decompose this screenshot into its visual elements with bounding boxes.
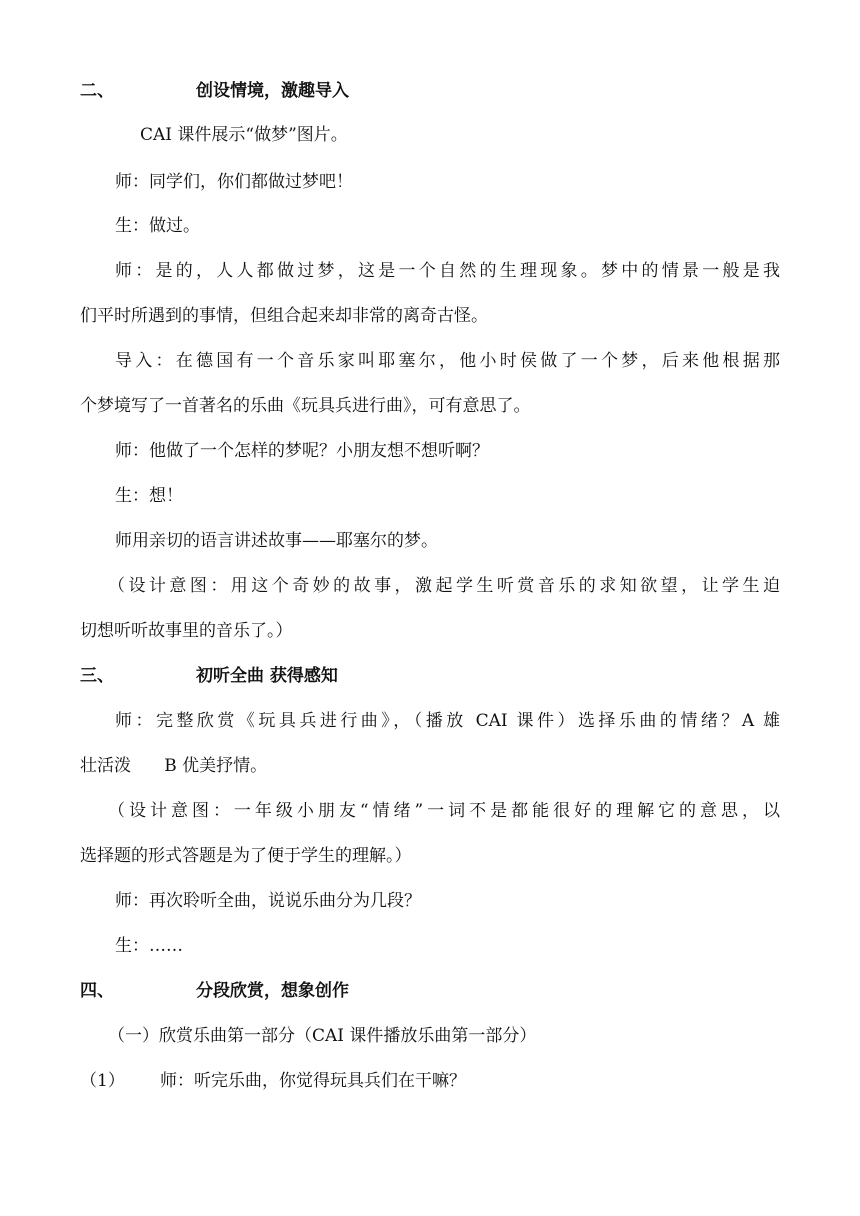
paragraph-line: 切想听听故事里的音乐了。） bbox=[80, 621, 293, 641]
paragraph-line: 导入：在德国有一个音乐家叫耶塞尔，他小时侯做了一个梦，后来他根据那 bbox=[115, 351, 780, 371]
section-heading-3 bbox=[80, 664, 480, 688]
paragraph-line: 师：再次聆听全曲，说说乐曲分为几段？ bbox=[115, 891, 421, 911]
paragraph-line: （设计意图：一年级小朋友“情绪”一词不是都能很好的理解它的意思，以 bbox=[108, 801, 780, 821]
list-item bbox=[80, 1069, 580, 1093]
section-title: 创设情境，激趣导入 bbox=[196, 81, 349, 101]
section-title: 初听全曲 获得感知 bbox=[196, 666, 338, 686]
paragraph-line: 师用亲切的语言讲述故事——耶塞尔的梦。 bbox=[115, 531, 438, 551]
paragraph-line: 们平时所遇到的事情，但组合起来却非常的离奇古怪。 bbox=[80, 306, 488, 326]
section-number: 三、 bbox=[80, 666, 114, 686]
list-item-label: （1） bbox=[80, 1071, 125, 1091]
list-item-text: 师：听完乐曲，你觉得玩具兵们在干嘛？ bbox=[160, 1071, 466, 1091]
section-number: 二、 bbox=[80, 81, 114, 101]
paragraph-line: 生：想！ bbox=[115, 486, 183, 506]
paragraph-line: 生：做过。 bbox=[115, 216, 200, 236]
paragraph-line: （一）欣赏乐曲第一部分（CAI 课件播放乐曲第一部分） bbox=[108, 1026, 537, 1046]
paragraph-line: CAI 课件展示“做梦”图片。 bbox=[140, 125, 348, 145]
section-heading-4 bbox=[80, 979, 480, 1003]
paragraph-line: 选择题的形式答题是为了便于学生的理解。） bbox=[80, 846, 412, 866]
paragraph-line: 师：同学们，你们都做过梦吧！ bbox=[115, 172, 353, 192]
section-heading-2 bbox=[80, 79, 480, 103]
paragraph-line: 师：完整欣赏《玩具兵进行曲》，（播放 CAI 课件）选择乐曲的情绪？A 雄 bbox=[115, 711, 780, 731]
paragraph-line: 生：…… bbox=[115, 936, 183, 956]
paragraph-line: 壮活泼 B 优美抒情。 bbox=[80, 756, 268, 776]
section-number: 四、 bbox=[80, 981, 114, 1001]
paragraph-line: （设计意图：用这个奇妙的故事，激起学生听赏音乐的求知欲望，让学生迫 bbox=[108, 576, 780, 596]
paragraph-line: 师：是的，人人都做过梦，这是一个自然的生理现象。梦中的情景一般是我 bbox=[115, 261, 780, 281]
paragraph-line: 师：他做了一个怎样的梦呢？小朋友想不想听啊？ bbox=[115, 441, 489, 461]
paragraph-line: 个梦境写了一首著名的乐曲《玩具兵进行曲》，可有意思了。 bbox=[80, 396, 531, 416]
section-title: 分段欣赏，想象创作 bbox=[196, 981, 349, 1001]
